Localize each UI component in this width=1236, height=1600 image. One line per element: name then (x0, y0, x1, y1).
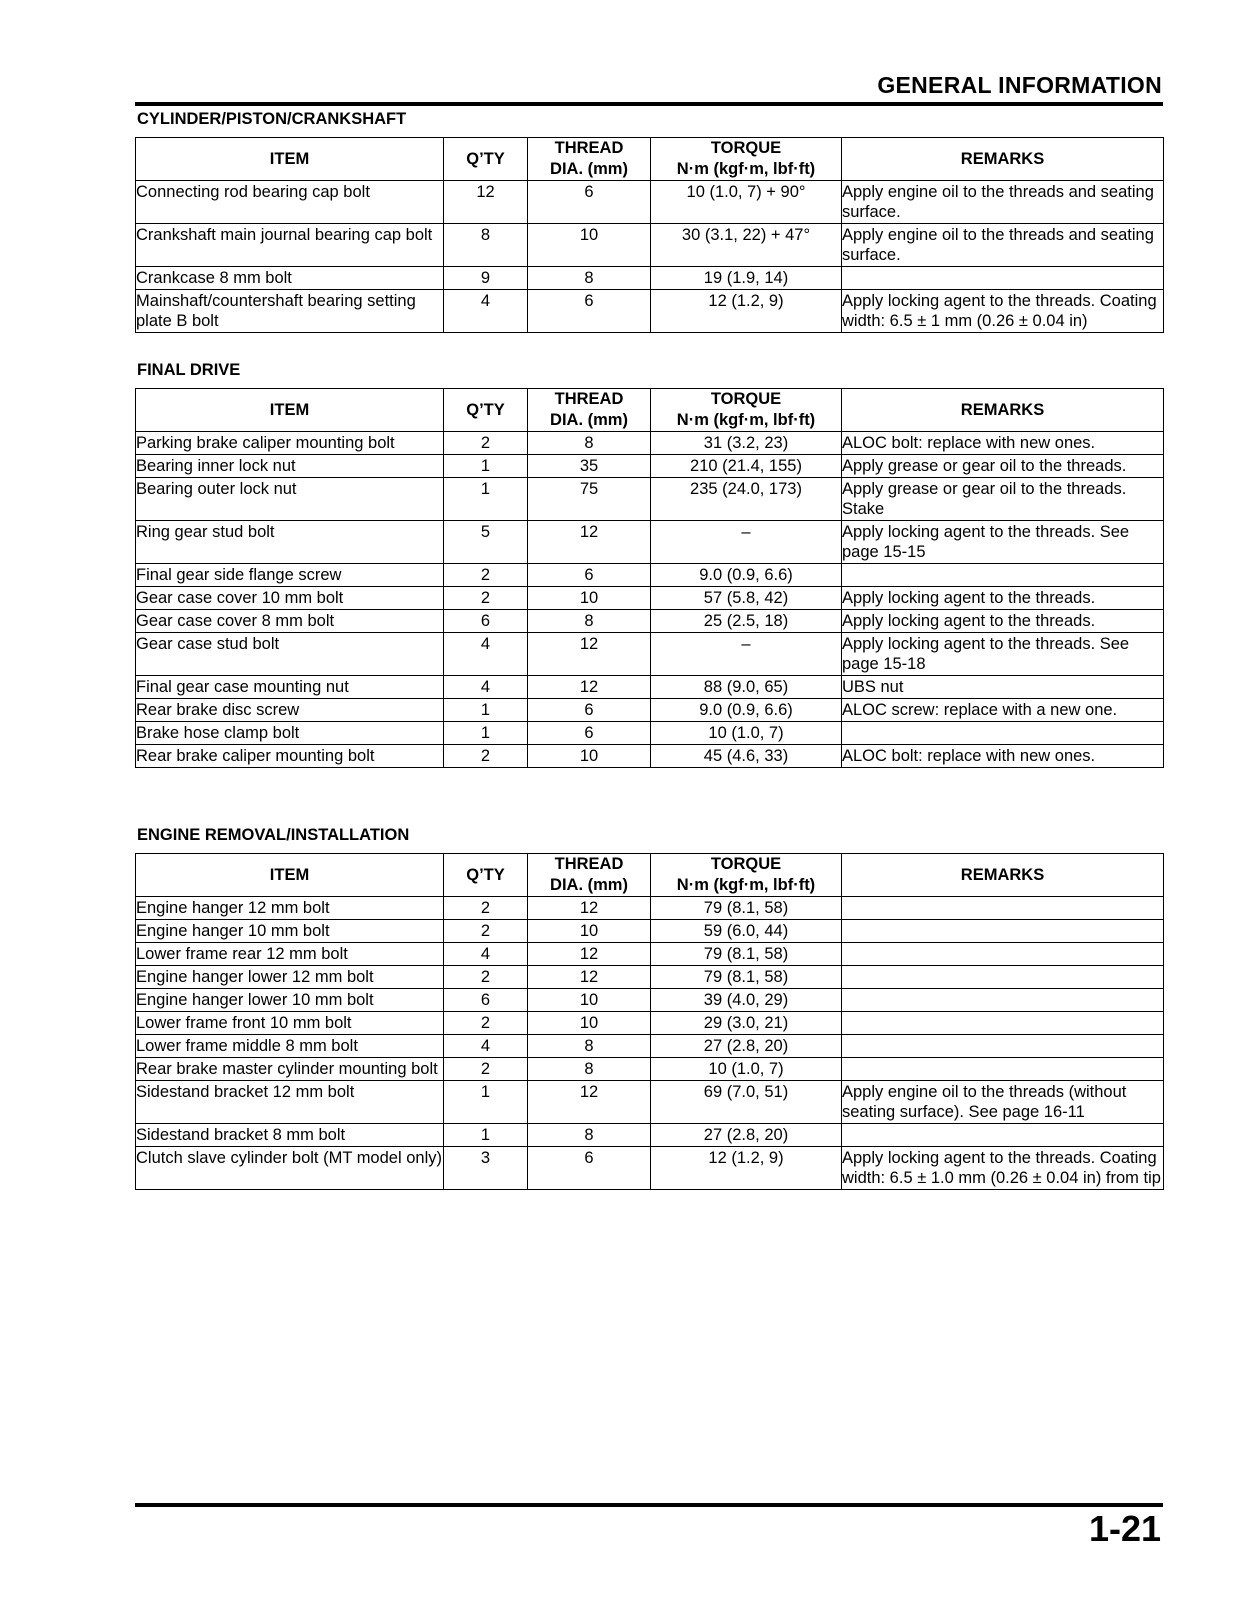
cell-torque: 210 (21.4, 155) (651, 455, 842, 478)
cell-thread: 8 (528, 1035, 651, 1058)
header-rule (135, 102, 1163, 106)
cell-qty: 2 (444, 897, 528, 920)
table-row (136, 1081, 1164, 1124)
cell-thread: 12 (528, 1081, 651, 1124)
cell-torque: 12 (1.2, 9) (651, 290, 842, 333)
cell-remarks: Apply locking agent to the threads. (842, 587, 1164, 610)
cell-item: Ring gear stud bolt (136, 521, 444, 564)
cell-remarks (842, 897, 1164, 920)
cell-qty: 3 (444, 1147, 528, 1190)
cell-thread: 75 (528, 478, 651, 521)
col-header-thread: THREAD DIA. (mm) (528, 138, 651, 181)
torque-table-final-drive (135, 388, 1164, 768)
cell-qty: 2 (444, 745, 528, 768)
table-row (136, 920, 1164, 943)
cell-torque: 57 (5.8, 42) (651, 587, 842, 610)
col-header-remarks: REMARKS (842, 138, 1164, 181)
col-header-qty: Q’TY (444, 389, 528, 432)
table-row (136, 224, 1164, 267)
cell-remarks (842, 1058, 1164, 1081)
page-title: GENERAL INFORMATION (877, 72, 1162, 98)
cell-qty: 1 (444, 1081, 528, 1124)
cell-qty: 12 (444, 181, 528, 224)
table-body (136, 432, 1164, 768)
cell-qty: 4 (444, 676, 528, 699)
cell-remarks (842, 722, 1164, 745)
col-header-thread: THREAD DIA. (mm) (528, 854, 651, 897)
cell-qty: 6 (444, 989, 528, 1012)
table-row (136, 290, 1164, 333)
cell-remarks: Apply grease or gear oil to the threads. (842, 455, 1164, 478)
cell-torque: 30 (3.1, 22) + 47° (651, 224, 842, 267)
cell-item: Clutch slave cylinder bolt (MT model only) (136, 1147, 444, 1190)
cell-thread: 10 (528, 587, 651, 610)
table-row (136, 455, 1164, 478)
cell-thread: 6 (528, 1147, 651, 1190)
table-row (136, 897, 1164, 920)
cell-item: Crankcase 8 mm bolt (136, 267, 444, 290)
cell-torque: 79 (8.1, 58) (651, 966, 842, 989)
table-row (136, 745, 1164, 768)
cell-torque: 9.0 (0.9, 6.6) (651, 564, 842, 587)
cell-item: Rear brake disc screw (136, 699, 444, 722)
table-row (136, 633, 1164, 676)
cell-item: Lower frame rear 12 mm bolt (136, 943, 444, 966)
cell-qty: 1 (444, 722, 528, 745)
cell-torque: 235 (24.0, 173) (651, 478, 842, 521)
table-body (136, 181, 1164, 333)
cell-qty: 2 (444, 1058, 528, 1081)
cell-thread: 10 (528, 745, 651, 768)
cell-item: Gear case cover 10 mm bolt (136, 587, 444, 610)
cell-item: Crankshaft main journal bearing cap bolt (136, 224, 444, 267)
cell-qty: 2 (444, 587, 528, 610)
col-header-remarks: REMARKS (842, 854, 1164, 897)
cell-remarks (842, 989, 1164, 1012)
cell-remarks: ALOC screw: replace with a new one. (842, 699, 1164, 722)
cell-torque: – (651, 521, 842, 564)
cell-remarks (842, 1035, 1164, 1058)
cell-remarks: ALOC bolt: replace with new ones. (842, 745, 1164, 768)
cell-qty: 1 (444, 478, 528, 521)
cell-remarks: Apply engine oil to the threads and seating surface. (842, 224, 1164, 267)
table-header-row (136, 389, 1164, 432)
cell-remarks: ALOC bolt: replace with new ones. (842, 432, 1164, 455)
cell-qty: 9 (444, 267, 528, 290)
cell-item: Sidestand bracket 12 mm bolt (136, 1081, 444, 1124)
table-row (136, 943, 1164, 966)
torque-table-engine-removal (135, 853, 1164, 1190)
cell-item: Engine hanger 10 mm bolt (136, 920, 444, 943)
cell-thread: 10 (528, 1012, 651, 1035)
cell-remarks (842, 966, 1164, 989)
cell-thread: 10 (528, 989, 651, 1012)
table-row (136, 1124, 1164, 1147)
table-row (136, 699, 1164, 722)
cell-qty: 2 (444, 1012, 528, 1035)
table-row (136, 1012, 1164, 1035)
cell-remarks (842, 267, 1164, 290)
cell-thread: 12 (528, 966, 651, 989)
cell-qty: 1 (444, 699, 528, 722)
cell-torque: 29 (3.0, 21) (651, 1012, 842, 1035)
cell-remarks: Apply grease or gear oil to the threads. Stake (842, 478, 1164, 521)
cell-qty: 6 (444, 610, 528, 633)
col-header-item: ITEM (136, 138, 444, 181)
cell-torque: 39 (4.0, 29) (651, 989, 842, 1012)
footer-rule (135, 1503, 1163, 1507)
col-header-remarks: REMARKS (842, 389, 1164, 432)
cell-torque: 12 (1.2, 9) (651, 1147, 842, 1190)
table-row (136, 610, 1164, 633)
cell-thread: 8 (528, 1124, 651, 1147)
col-header-thread: THREAD DIA. (mm) (528, 389, 651, 432)
cell-item: Engine hanger 12 mm bolt (136, 897, 444, 920)
cell-qty: 4 (444, 943, 528, 966)
table-row (136, 676, 1164, 699)
col-header-torque: TORQUE N·m (kgf·m, lbf·ft) (651, 389, 842, 432)
cell-item: Rear brake caliper mounting bolt (136, 745, 444, 768)
torque-table-cylinder (135, 137, 1164, 333)
cell-torque: 10 (1.0, 7) (651, 1058, 842, 1081)
cell-torque: 19 (1.9, 14) (651, 267, 842, 290)
cell-qty: 4 (444, 1035, 528, 1058)
cell-thread: 12 (528, 897, 651, 920)
cell-item: Lower frame front 10 mm bolt (136, 1012, 444, 1035)
cell-remarks (842, 1124, 1164, 1147)
cell-torque: – (651, 633, 842, 676)
cell-thread: 35 (528, 455, 651, 478)
col-header-item: ITEM (136, 854, 444, 897)
table-row (136, 587, 1164, 610)
cell-torque: 9.0 (0.9, 6.6) (651, 699, 842, 722)
cell-item: Bearing inner lock nut (136, 455, 444, 478)
section-title-engine-removal: ENGINE REMOVAL/INSTALLATION (137, 826, 410, 844)
table-row (136, 1035, 1164, 1058)
table-row (136, 722, 1164, 745)
cell-torque: 45 (4.6, 33) (651, 745, 842, 768)
cell-thread: 12 (528, 521, 651, 564)
cell-item: Engine hanger lower 12 mm bolt (136, 966, 444, 989)
cell-thread: 8 (528, 1058, 651, 1081)
table-body (136, 897, 1164, 1190)
cell-qty: 8 (444, 224, 528, 267)
cell-item: Lower frame middle 8 mm bolt (136, 1035, 444, 1058)
cell-remarks: Apply locking agent to the threads. See page 15-18 (842, 633, 1164, 676)
table-row (136, 966, 1164, 989)
cell-remarks: Apply engine oil to the threads and seating surface. (842, 181, 1164, 224)
cell-thread: 8 (528, 432, 651, 455)
cell-remarks (842, 920, 1164, 943)
cell-thread: 12 (528, 676, 651, 699)
col-header-torque: TORQUE N·m (kgf·m, lbf·ft) (651, 854, 842, 897)
cell-qty: 2 (444, 432, 528, 455)
cell-remarks: Apply locking agent to the threads. Coating width: 6.5 ± 1.0 mm (0.26 ± 0.04 in) from tip (842, 1147, 1164, 1190)
col-header-qty: Q’TY (444, 854, 528, 897)
cell-item: Mainshaft/countershaft bearing setting plate B bolt (136, 290, 444, 333)
cell-item: Rear brake master cylinder mounting bolt (136, 1058, 444, 1081)
cell-item: Final gear side flange screw (136, 564, 444, 587)
section-title-cylinder: CYLINDER/PISTON/CRANKSHAFT (137, 110, 407, 128)
cell-remarks (842, 564, 1164, 587)
cell-torque: 59 (6.0, 44) (651, 920, 842, 943)
cell-remarks (842, 1012, 1164, 1035)
cell-remarks: Apply engine oil to the threads (without seating surface). See page 16-11 (842, 1081, 1164, 1124)
cell-thread: 6 (528, 699, 651, 722)
cell-torque: 31 (3.2, 23) (651, 432, 842, 455)
table-row (136, 432, 1164, 455)
table-row (136, 478, 1164, 521)
cell-torque: 10 (1.0, 7) + 90° (651, 181, 842, 224)
section-title-final-drive: FINAL DRIVE (137, 361, 241, 379)
cell-item: Gear case cover 8 mm bolt (136, 610, 444, 633)
cell-remarks: Apply locking agent to the threads. (842, 610, 1164, 633)
page-number: 1-21 (1088, 1508, 1161, 1549)
table-row (136, 267, 1164, 290)
cell-item: Bearing outer lock nut (136, 478, 444, 521)
table-header-row (136, 138, 1164, 181)
cell-remarks: UBS nut (842, 676, 1164, 699)
cell-item: Sidestand bracket 8 mm bolt (136, 1124, 444, 1147)
cell-thread: 8 (528, 610, 651, 633)
cell-thread: 6 (528, 722, 651, 745)
cell-remarks: Apply locking agent to the threads. Coating width: 6.5 ± 1 mm (0.26 ± 0.04 in) (842, 290, 1164, 333)
cell-thread: 6 (528, 564, 651, 587)
cell-item: Connecting rod bearing cap bolt (136, 181, 444, 224)
cell-thread: 12 (528, 633, 651, 676)
cell-torque: 27 (2.8, 20) (651, 1035, 842, 1058)
cell-qty: 4 (444, 290, 528, 333)
cell-torque: 79 (8.1, 58) (651, 897, 842, 920)
cell-qty: 4 (444, 633, 528, 676)
cell-torque: 88 (9.0, 65) (651, 676, 842, 699)
cell-item: Brake hose clamp bolt (136, 722, 444, 745)
cell-qty: 2 (444, 920, 528, 943)
cell-thread: 6 (528, 290, 651, 333)
table-row (136, 1058, 1164, 1081)
cell-thread: 10 (528, 224, 651, 267)
cell-item: Gear case stud bolt (136, 633, 444, 676)
table-row (136, 989, 1164, 1012)
table-row (136, 1147, 1164, 1190)
cell-item: Engine hanger lower 10 mm bolt (136, 989, 444, 1012)
cell-remarks (842, 943, 1164, 966)
cell-qty: 1 (444, 455, 528, 478)
cell-qty: 2 (444, 564, 528, 587)
cell-qty: 5 (444, 521, 528, 564)
cell-remarks: Apply locking agent to the threads. See page 15-15 (842, 521, 1164, 564)
cell-thread: 8 (528, 267, 651, 290)
cell-qty: 1 (444, 1124, 528, 1147)
cell-torque: 79 (8.1, 58) (651, 943, 842, 966)
table-row (136, 521, 1164, 564)
cell-item: Parking brake caliper mounting bolt (136, 432, 444, 455)
col-header-qty: Q’TY (444, 138, 528, 181)
cell-item: Final gear case mounting nut (136, 676, 444, 699)
table-row (136, 181, 1164, 224)
col-header-torque: TORQUE N·m (kgf·m, lbf·ft) (651, 138, 842, 181)
cell-thread: 6 (528, 181, 651, 224)
cell-torque: 10 (1.0, 7) (651, 722, 842, 745)
cell-thread: 10 (528, 920, 651, 943)
cell-torque: 69 (7.0, 51) (651, 1081, 842, 1124)
table-row (136, 564, 1164, 587)
cell-thread: 12 (528, 943, 651, 966)
col-header-item: ITEM (136, 389, 444, 432)
cell-torque: 25 (2.5, 18) (651, 610, 842, 633)
table-header-row (136, 854, 1164, 897)
cell-qty: 2 (444, 966, 528, 989)
cell-torque: 27 (2.8, 20) (651, 1124, 842, 1147)
